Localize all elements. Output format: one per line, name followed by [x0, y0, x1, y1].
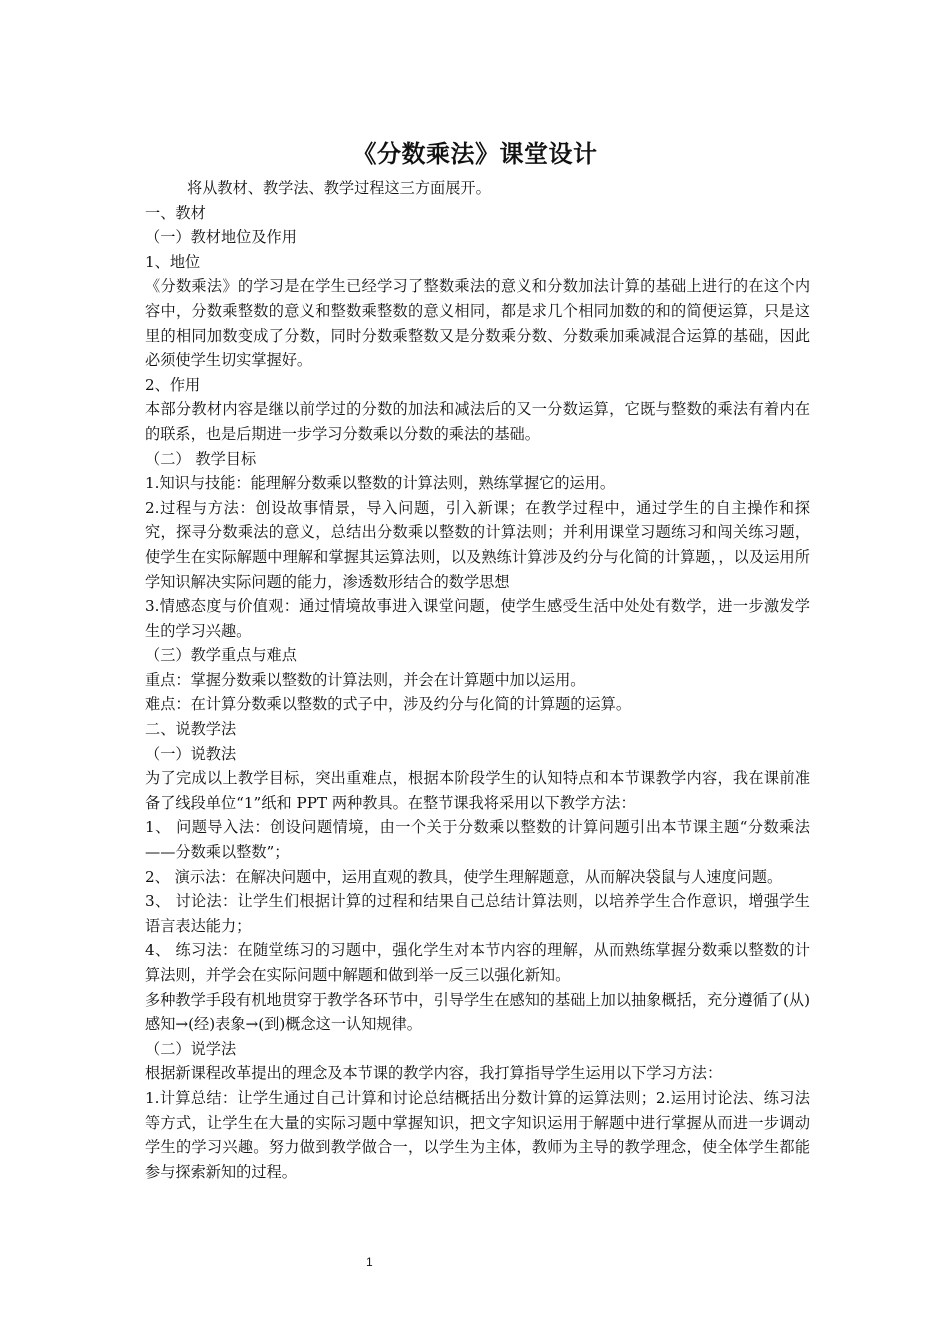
paragraph: 难点：在计算分数乘以整数的式子中，涉及约分与化简的计算题的运算。 — [145, 695, 631, 714]
list-item: 1、 问题导入法：创设问题情境，由一个关于分数乘以整数的计算问题引出本节课主题“分数乘法——分数乘以整数”； — [145, 818, 810, 862]
paragraph: 3.情感态度与价值观：通过情境故事进入课堂问题，使学生感受生活中处处有数学，进一步激发学生的学习兴趣。 — [145, 597, 810, 640]
paragraph: 重点：掌握分数乘以整数的计算法则，并会在计算题中加以运用。 — [145, 670, 586, 689]
paragraph: 本部分教材内容是继以前学过的分数的加法和减法后的又一分数运算，它既与整数的乘法有着内在的联系，也是后期进一步学习分数乘以分数的乘法的基础。 — [145, 400, 810, 443]
item-heading: 2、作用 — [145, 375, 201, 394]
subsection-heading: （一）说教法 — [145, 744, 237, 763]
document-body — [145, 176, 810, 1184]
item-heading: 1、地位 — [145, 252, 201, 271]
paragraph: 为了完成以上教学目标，突出重难点，根据本阶段学生的认知特点和本节课教学内容，我在课前准备了线段单位“1”纸和 PPT 两种教具。在整节课我将采用以下教学方法： — [145, 769, 810, 812]
subsection-heading: （二） 教学目标 — [145, 449, 257, 468]
subsection-heading: （三）教学重点与难点 — [145, 646, 297, 665]
paragraph: 多种教学手段有机地贯穿于教学各环节中，引导学生在感知的基础上加以抽象概括，充分遵循了(从)感知→(经)表象→(到)概念这一认知规律。 — [145, 990, 810, 1034]
paragraph: 根据新课程改革提出的理念及本节课的教学内容，我打算指导学生运用以下学习方法： — [145, 1064, 723, 1083]
list-item: 3、 讨论法：让学生们根据计算的过程和结果自己总结计算法则，以培养学生合作意识，增强学生语言表达能力； — [145, 892, 810, 935]
section-heading: 一、教材 — [145, 203, 206, 222]
section-heading: 二、说教学法 — [145, 720, 237, 739]
paragraph: 1.计算总结：让学生通过自己计算和讨论总结概括出分数计算的运算法则；2.运用讨论法、练习法等方式，让学生在大量的实际习题中掌握知识，把文字知识运用于解题中进行掌握从而进一步调动学生的学习兴趣。努力做到教学做合一，以学生为主体，教师为主导的教学理念，使全体学生都能参与探索新知的过程。 — [145, 1088, 810, 1181]
paragraph: 《分数乘法》的学习是在学生已经学习了整数乘法的意义和分数加法计算的基础上进行的在这个内容中，分数乘整数的意义和整数乘整数的意义相同，都是求几个相同加数的和的简便运算，只是这里的相同加数变成了分数，同时分数乘整数又是分数乘分数、分数乘加乘减混合运算的基础，因此必须使学生切实掌握好。 — [145, 277, 810, 370]
page-number: 1 — [366, 1255, 373, 1269]
paragraph: 1.知识与技能：能理解分数乘以整数的计算法则，熟练掌握它的运用。 — [145, 474, 616, 493]
subsection-heading: （二）说学法 — [145, 1039, 237, 1058]
list-item: 4、 练习法：在随堂练习的习题中，强化学生对本节内容的理解，从而熟练掌握分数乘以整数的计算法则，并学会在实际问题中解题和做到举一反三以强化新知。 — [145, 941, 810, 984]
subsection-heading: （一）教材地位及作用 — [145, 228, 297, 247]
intro-paragraph: 将从教材、教学法、教学过程这三方面展开。 — [187, 179, 491, 197]
paragraph: 2.过程与方法：创设故事情景，导入问题，引入新课；在教学过程中，通过学生的自主操作和探究，探寻分数乘法的意义，总结出分数乘以整数的计算法则；并利用课堂习题练习和闯关练习题，使学生在实际解题中理解和掌握其运算法则，以及熟练计算涉及约分与化简的计算题，，以及运用所学知识解决实际问题的能力，渗透数形结合的数学思想 — [145, 498, 810, 591]
document-title: 《分数乘法》课堂设计 — [352, 140, 598, 168]
list-item: 2、 演示法：在解决问题中，运用直观的教具，使学生理解题意，从而解决袋鼠与人速度问题。 — [145, 867, 783, 886]
